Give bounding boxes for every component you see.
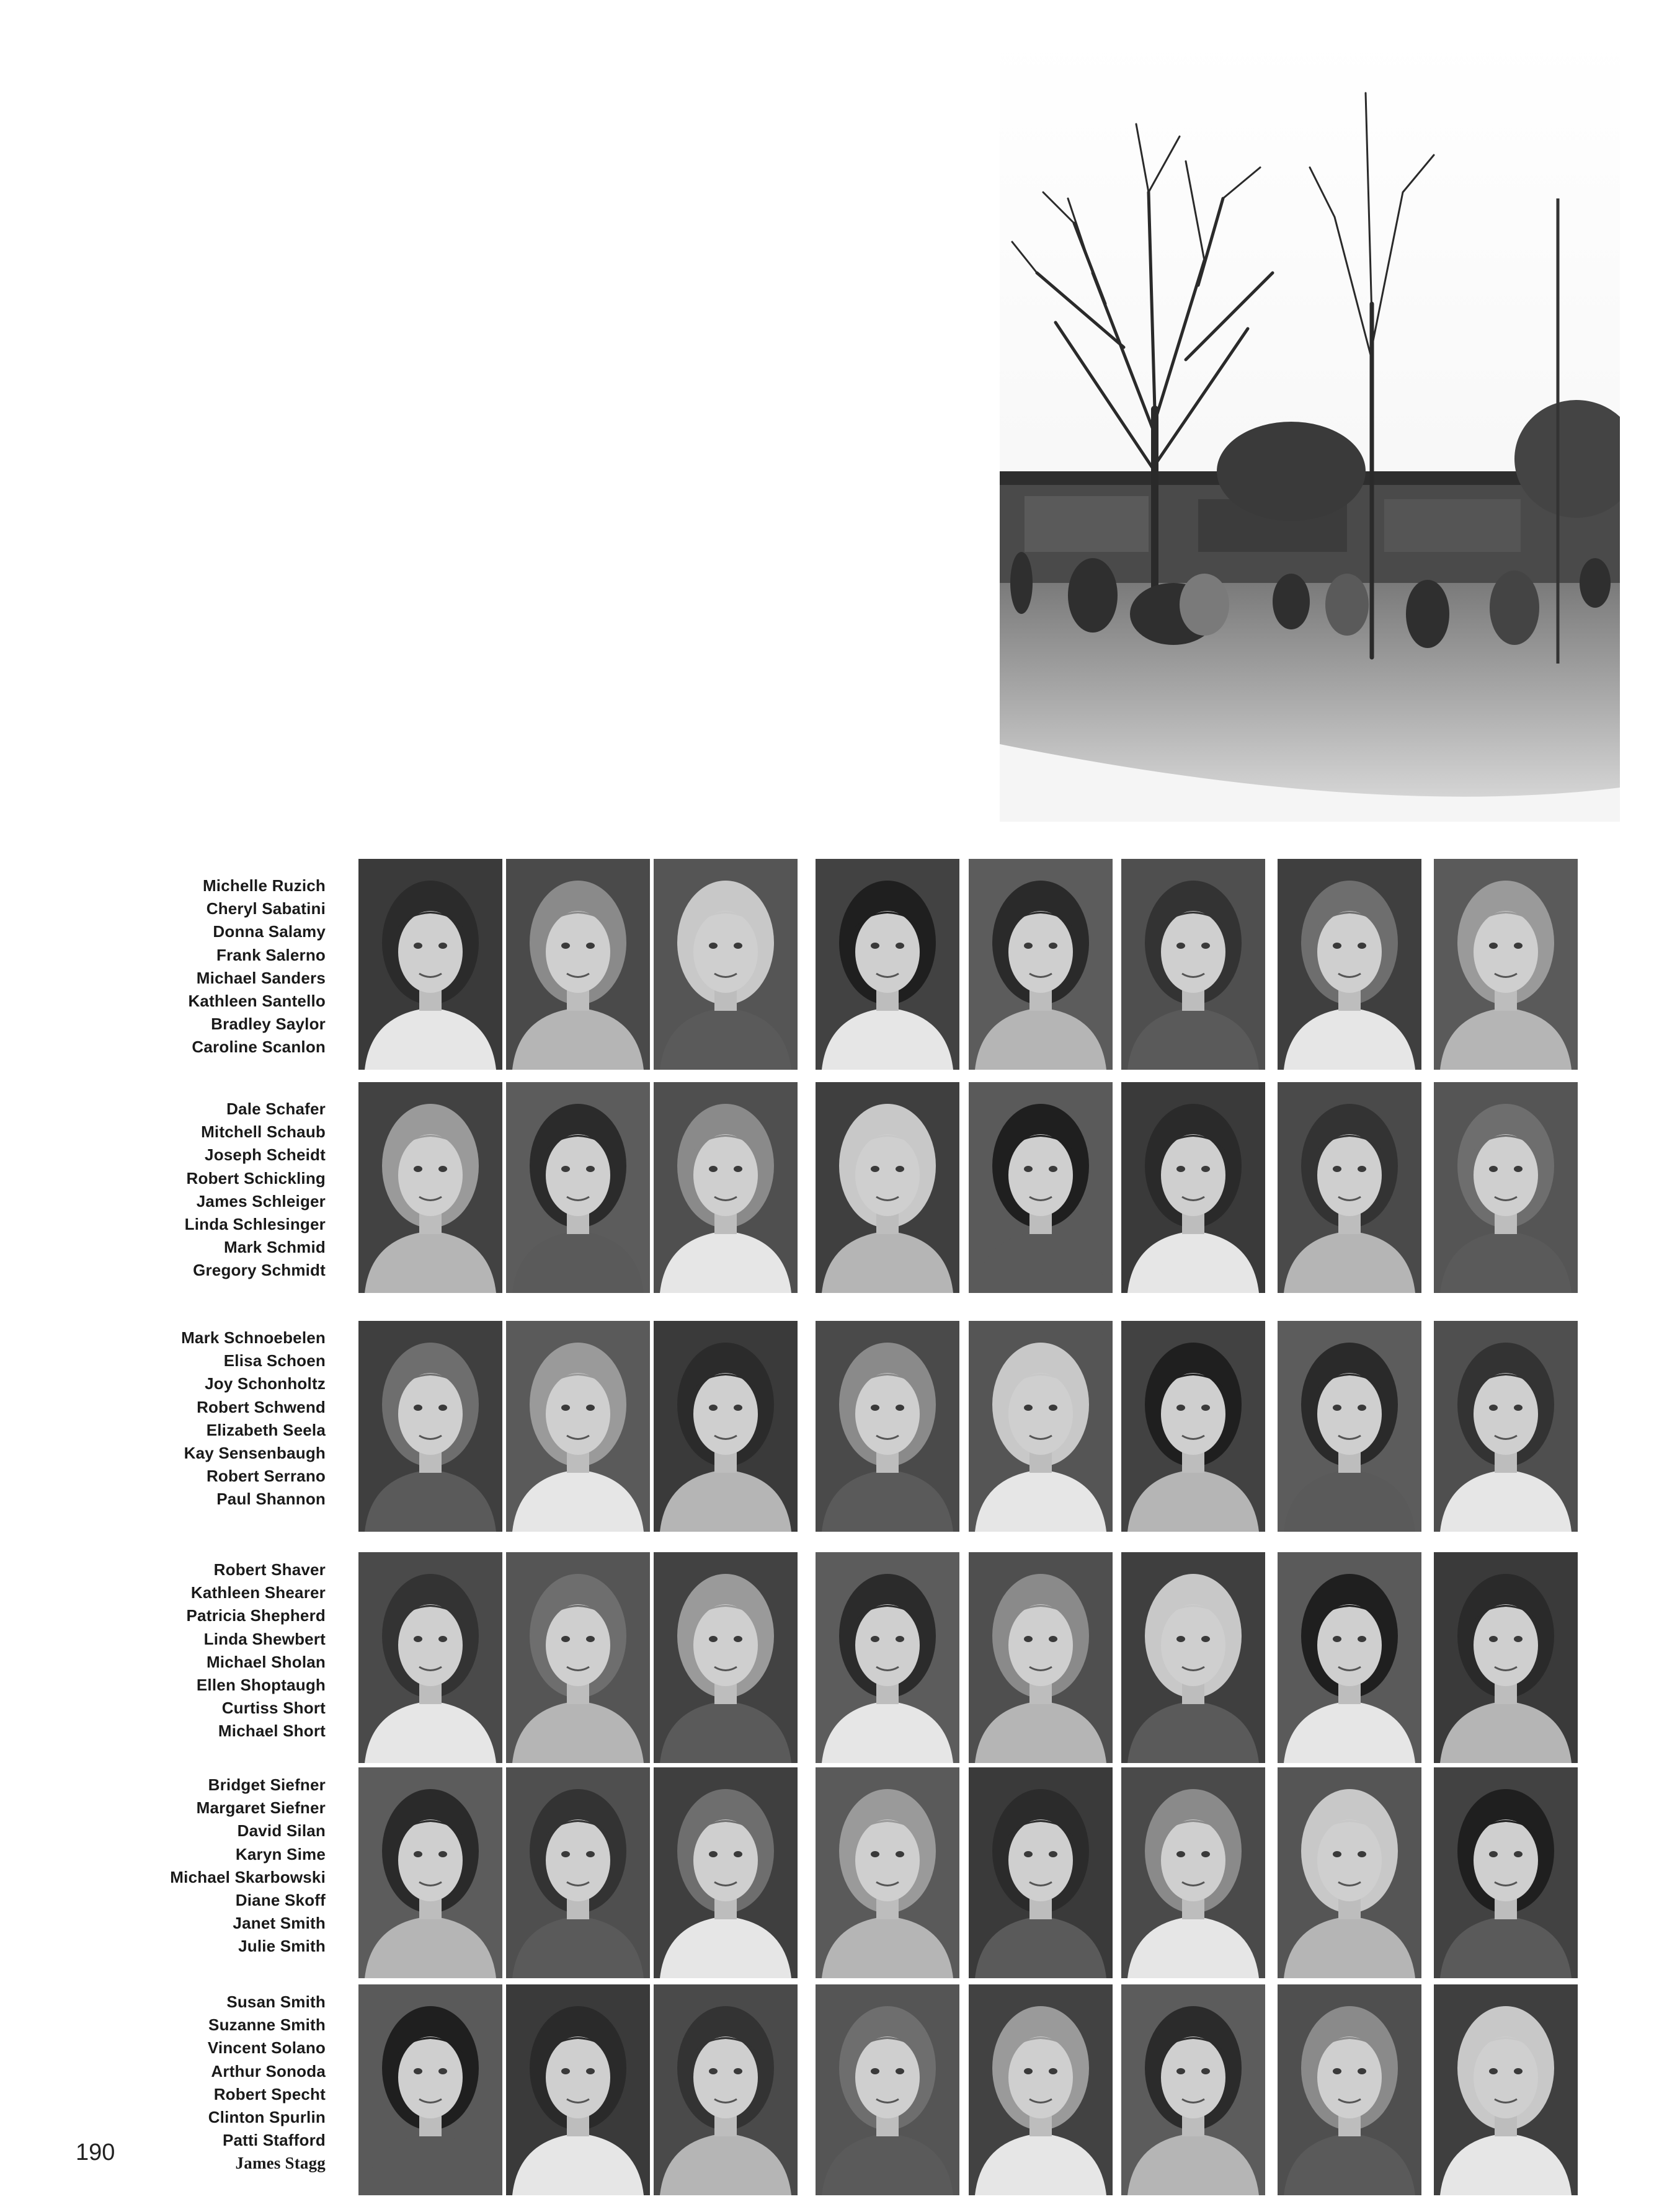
student-portrait — [1434, 1082, 1578, 1293]
portrait-row — [358, 1082, 1590, 1293]
student-name: Frank Salerno — [216, 945, 326, 964]
student-portrait — [506, 1082, 650, 1293]
student-portrait — [1278, 859, 1421, 1070]
student-name: Michael Sholan — [206, 1652, 326, 1671]
student-name: Robert Specht — [213, 2084, 326, 2103]
student-name: Paul Shannon — [216, 1490, 326, 1509]
student-portrait — [969, 1082, 1113, 1293]
student-name: Clinton Spurlin — [208, 2108, 326, 2127]
portrait-row — [358, 1984, 1590, 2195]
student-portrait — [654, 1552, 798, 1763]
student-portrait — [1434, 1984, 1578, 2195]
student-portrait — [1121, 1767, 1265, 1978]
student-portrait — [816, 1321, 959, 1532]
portrait-row — [358, 1767, 1590, 1978]
student-portrait — [1434, 1321, 1578, 1532]
student-portrait — [1121, 1552, 1265, 1763]
student-name: Mark Schnoebelen — [181, 1328, 326, 1347]
student-name: Elizabeth Seela — [206, 1420, 326, 1439]
student-name: Arthur Sonoda — [211, 2061, 326, 2081]
student-portrait — [654, 859, 798, 1070]
student-name: Ellen Shoptaugh — [196, 1676, 326, 1695]
student-name: Robert Schickling — [186, 1168, 326, 1188]
student-portrait — [1434, 859, 1578, 1070]
student-name: Patti Stafford — [222, 2131, 326, 2150]
student-portrait — [654, 1321, 798, 1532]
name-list — [65, 1558, 326, 1743]
student-portrait — [816, 859, 959, 1070]
student-name: Susan Smith — [226, 1992, 326, 2011]
student-name: Elisa Schoen — [223, 1351, 326, 1370]
student-portrait — [1278, 1984, 1421, 2195]
student-name: Julie Smith — [238, 1937, 326, 1956]
student-name: Karyn Sime — [235, 1844, 326, 1863]
student-name: Kathleen Shearer — [190, 1583, 326, 1602]
student-name: Kay Sensenbaugh — [184, 1444, 326, 1463]
student-portrait — [506, 1767, 650, 1978]
student-name: Mitchell Schaub — [201, 1122, 326, 1142]
student-name: Suzanne Smith — [208, 2015, 326, 2035]
student-name: Michael Skarbowski — [170, 1867, 326, 1886]
student-portrait — [654, 1767, 798, 1978]
student-portrait — [816, 1767, 959, 1978]
student-portrait — [358, 1321, 502, 1532]
student-name: Dale Schafer — [226, 1099, 326, 1118]
student-name: Caroline Scanlon — [192, 1037, 326, 1057]
student-name: Patricia Shepherd — [186, 1606, 326, 1625]
student-name: Bradley Saylor — [211, 1015, 326, 1034]
name-list — [65, 1098, 326, 1282]
portrait-row — [358, 1321, 1590, 1532]
student-portrait — [969, 1984, 1113, 2195]
student-name: David Silan — [237, 1821, 326, 1841]
campus-photo — [1000, 37, 1620, 822]
student-portrait — [358, 1552, 502, 1763]
student-name: Donna Salamy — [213, 922, 326, 941]
student-portrait — [1278, 1552, 1421, 1763]
name-list — [65, 1326, 326, 1511]
student-name: James Schleiger — [196, 1191, 326, 1210]
student-name: Michael Sanders — [196, 968, 326, 987]
student-portrait — [358, 1984, 502, 2195]
student-name: Linda Schlesinger — [184, 1215, 326, 1234]
portrait-row — [358, 1552, 1590, 1763]
student-portrait — [816, 1552, 959, 1763]
student-portrait — [506, 1552, 650, 1763]
portrait-row — [358, 859, 1590, 1070]
student-portrait — [1434, 1767, 1578, 1978]
student-name: Robert Schwend — [197, 1397, 326, 1416]
student-portrait — [969, 859, 1113, 1070]
student-name: Bridget Siefner — [208, 1775, 326, 1794]
student-name: Michael Short — [218, 1721, 326, 1741]
page-number: 190 — [76, 2139, 115, 2165]
student-portrait — [506, 1984, 650, 2195]
student-portrait — [969, 1767, 1113, 1978]
student-portrait — [358, 859, 502, 1070]
student-portrait — [358, 1082, 502, 1293]
student-portrait — [816, 1984, 959, 2195]
student-name: Margaret Siefner — [196, 1798, 326, 1818]
student-name: Cheryl Sabatini — [206, 899, 326, 918]
student-portrait — [816, 1082, 959, 1293]
student-name: Mark Schmid — [223, 1238, 326, 1257]
student-portrait — [1434, 1552, 1578, 1763]
name-list — [65, 1774, 326, 1958]
student-portrait — [1121, 1984, 1265, 2195]
student-portrait — [1278, 1082, 1421, 1293]
student-portrait — [654, 1082, 798, 1293]
student-name: Kathleen Santello — [188, 992, 326, 1011]
student-portrait — [969, 1552, 1113, 1763]
student-name: Robert Shaver — [213, 1560, 326, 1579]
student-portrait — [1278, 1321, 1421, 1532]
student-name: James Stagg — [235, 2154, 326, 2173]
student-name: Linda Shewbert — [203, 1629, 326, 1648]
student-portrait — [1121, 1321, 1265, 1532]
name-list — [65, 874, 326, 1059]
student-name: Janet Smith — [233, 1914, 326, 1933]
student-portrait — [506, 859, 650, 1070]
student-portrait — [1121, 859, 1265, 1070]
student-name: Gregory Schmidt — [193, 1261, 326, 1280]
student-name: Joseph Scheidt — [205, 1145, 326, 1165]
student-portrait — [969, 1321, 1113, 1532]
student-name: Curtiss Short — [221, 1699, 326, 1718]
student-name: Diane Skoff — [235, 1891, 326, 1910]
student-portrait — [358, 1767, 502, 1978]
student-name: Joy Schonholtz — [205, 1374, 326, 1393]
student-portrait — [1278, 1767, 1421, 1978]
student-name: Robert Serrano — [206, 1467, 326, 1486]
student-portrait — [654, 1984, 798, 2195]
student-name: Vincent Solano — [207, 2038, 326, 2058]
student-name: Michelle Ruzich — [202, 876, 326, 895]
student-portrait — [506, 1321, 650, 1532]
student-portrait — [1121, 1082, 1265, 1293]
